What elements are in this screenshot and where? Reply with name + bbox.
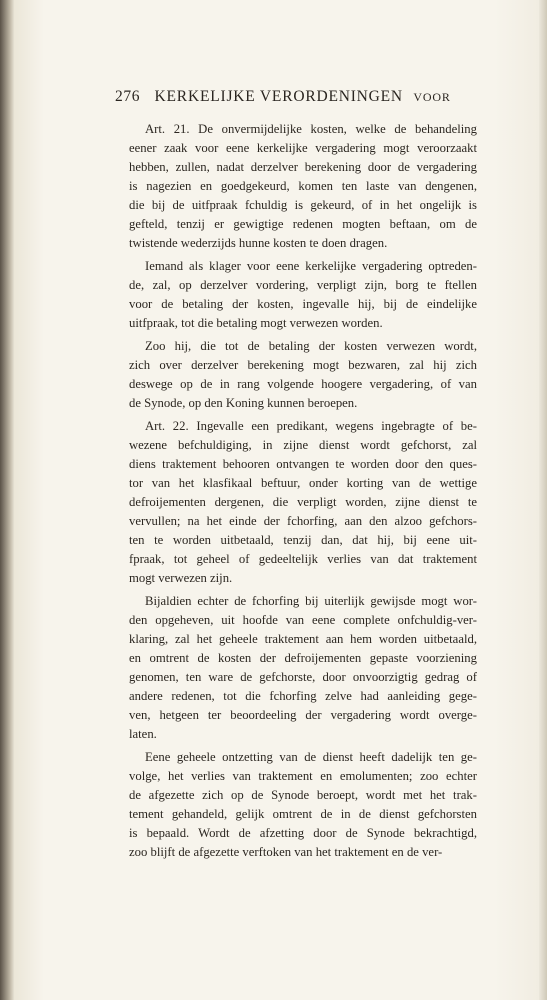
text-line: ven, hetgeen ter beoordeeling der vergadering wordt overge-	[129, 708, 477, 722]
text-line: twistende wederzijds hunne kosten te doen dragen.	[129, 236, 388, 250]
text-line: genomen, ten ware de gefchorste, door onvoorzigtig gedrag of	[129, 670, 477, 684]
running-title: KERKELIJKE VERORDENINGEN	[154, 88, 403, 105]
text-line: klaring, zal het geheele traktement aan hem worden uitbetaald,	[129, 632, 477, 646]
text-line: den opgeheven, uit hoofde van eene complete onfchuldig-ver-	[129, 613, 477, 627]
text-line: Art. 22. Ingevalle een predikant, wegens ingebragte of be-	[145, 419, 477, 433]
text-line: mogt verwezen zijn.	[129, 571, 233, 585]
text-line: Eene geheele ontzetting van de dienst heeft dadelijk ten ge-	[145, 750, 477, 764]
text-line: Zoo hij, die tot de betaling der kosten verwezen wordt,	[145, 339, 477, 353]
text-line: laten.	[129, 727, 157, 741]
text-line: Iemand als klager voor eene kerkelijke vergadering optreden-	[145, 259, 477, 273]
text-line: zoo blijft de afgezette verftoken van het traktement en de ver-	[129, 845, 443, 859]
text-line: voor de betaling der kosten, ingevalle hij, bij de eindelijke	[129, 297, 477, 311]
text-line: en omtrent de kosten der defroijementen gepaste voorziening	[129, 651, 477, 665]
paragraph	[129, 120, 477, 253]
text-line: diens traktement behooren ontvangen te worden door den ques-	[129, 457, 477, 471]
text-line: is nagezien en goedgekeurd, komen ten laste van dengenen,	[129, 179, 477, 193]
paragraph	[129, 748, 477, 862]
paragraph	[129, 417, 477, 588]
scan-edge-right	[539, 0, 547, 1000]
text-line: Art. 21. De onvermijdelijke kosten, welke de behandeling	[145, 122, 477, 136]
text-line: fpraak, tot geheel of gedeeltelijk verlies van dat traktement	[129, 552, 477, 566]
text-line: de, zal, op derzelver vordering, verpligt zijn, borg te ftellen	[129, 278, 477, 292]
running-header	[115, 88, 475, 106]
text-line: wezene befchuldiging, in zijne dienst wordt gefchorst, zal	[129, 438, 477, 452]
text-line: defroijementen dergenen, die verpligt worden, zijne dienst te	[129, 495, 477, 509]
paragraph	[129, 337, 477, 413]
paragraph	[129, 257, 477, 333]
running-title-suffix: VOOR	[413, 90, 451, 104]
paragraph	[129, 592, 477, 744]
text-line: ten te worden uitbetaald, tenzij dan, dat hij, bij eene uit-	[129, 533, 477, 547]
text-line: uitfpraak, tot die betaling mogt verwezen worden.	[129, 316, 383, 330]
text-line: Bijaldien echter de fchorfing bij uiterlijk gewijsde mogt wor-	[145, 594, 477, 608]
text-line: vervullen; na het einde der fchorfing, aan den alzoo gefchors-	[129, 514, 477, 528]
text-line: de Synode, op den Koning kunnen beroepen.	[129, 396, 358, 410]
page-number: 276	[115, 88, 141, 105]
text-line: die bij de uitfpraak fchuldig is gekeurd, of in het ongelijk is	[129, 198, 477, 212]
text-line: tor van het klasfikaal beftuur, onder korting van de wettige	[129, 476, 477, 490]
text-line: zich over derzelver berekening mogt bezwaren, zal hij zich	[129, 358, 477, 372]
text-line: andere redenen, tot die fchorfing zelve had aanleiding gege-	[129, 689, 477, 703]
text-line: is bepaald. Wordt de afzetting door de Synode bekrachtigd,	[129, 826, 477, 840]
text-line: tement gehandeld, gelijk omtrent de in de dienst gefchorsten	[129, 807, 477, 821]
text-line: eener zaak voor eene kerkelijke vergadering mogt veroorzaakt	[129, 141, 477, 155]
body-text	[129, 120, 477, 866]
scan-edge-left	[0, 0, 14, 1000]
text-line: hebben, zullen, nadat derzelver berekening door de vergadering	[129, 160, 477, 174]
text-line: gefteld, tenzij er gewigtige redenen mogten beftaan, om de	[129, 217, 477, 231]
text-line: de afgezette zich op de Synode beroept, wordt met het trak-	[129, 788, 477, 802]
text-line: volge, het verlies van traktement en emolumenten; zoo echter	[129, 769, 477, 783]
text-line: deswege op de in rang volgende hoogere vergadering, of van	[129, 377, 477, 391]
